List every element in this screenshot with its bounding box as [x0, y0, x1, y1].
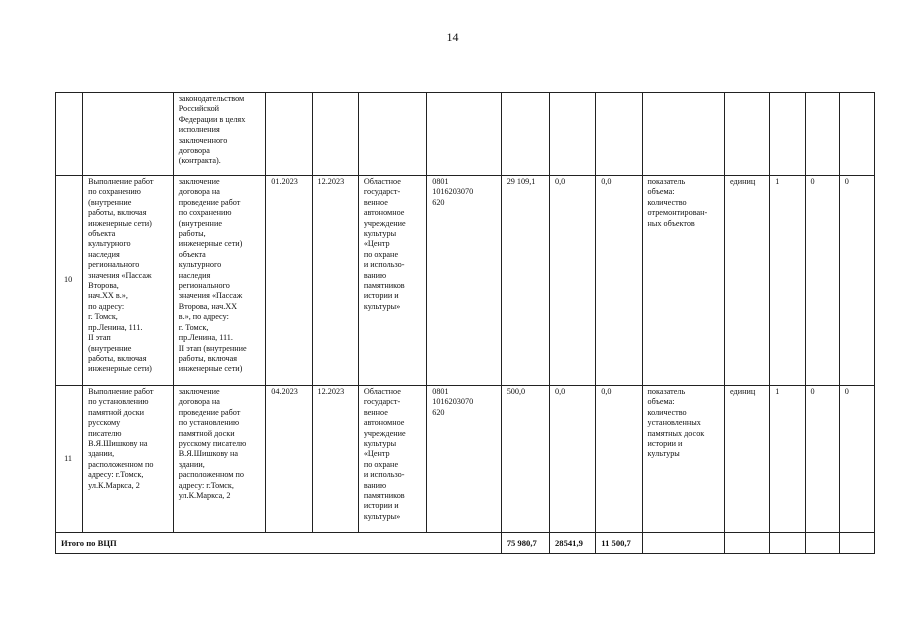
amount-cell	[501, 93, 549, 176]
work-description-cell: Выполнение работ по сохранению (внутренние работы, включая инженерные сети) объекта культурного наследия регионального значения «Пассаж Второва, нач.XX в.», по адресу: г. Томск, пр.Ленина, 111. II этап (внутренние работы, включая инженерные сети)	[83, 176, 174, 386]
value-1-cell	[770, 93, 805, 176]
start-date-cell	[266, 93, 312, 176]
start-date-cell: 01.2023	[266, 176, 312, 386]
work-description-cell	[83, 93, 174, 176]
unit-cell: единиц	[725, 176, 770, 386]
budget-code-cell	[427, 93, 501, 176]
indicator-cell: показатель объема: количество установленных памятных досок истории и культуры	[642, 386, 725, 533]
row-number-cell	[56, 93, 83, 176]
table-row	[56, 176, 875, 386]
amount-3-cell: 0,0	[596, 176, 642, 386]
indicator-cell	[642, 93, 725, 176]
total-amount-2: 28541,9	[549, 533, 595, 554]
value-3-cell	[839, 93, 874, 176]
amount-cell: 500,0	[501, 386, 549, 533]
amount-3-cell	[596, 93, 642, 176]
start-date-cell: 04.2023	[266, 386, 312, 533]
empty-cell	[770, 533, 805, 554]
table-row	[56, 93, 875, 176]
value-2-cell	[805, 93, 839, 176]
unit-cell	[725, 93, 770, 176]
executor-cell: Областное государст- венное автономное учреждение культуры «Центр по охране и использо- ванию памятников истории и культуры»	[358, 386, 426, 533]
row-number-cell: 11	[56, 386, 83, 533]
budget-code-cell: 0801 1016203070 620	[427, 176, 501, 386]
end-date-cell: 12.2023	[312, 386, 358, 533]
empty-cell	[725, 533, 770, 554]
value-2-cell: 0	[805, 386, 839, 533]
empty-cell	[839, 533, 874, 554]
value-3-cell: 0	[839, 386, 874, 533]
value-2-cell: 0	[805, 176, 839, 386]
amount-2-cell: 0,0	[549, 176, 595, 386]
indicator-cell: показатель объема: количество отремонтирован- ных объектов	[642, 176, 725, 386]
page-number: 14	[446, 30, 459, 44]
empty-cell	[805, 533, 839, 554]
total-amount: 75 980,7	[501, 533, 549, 554]
amount-2-cell: 0,0	[549, 386, 595, 533]
empty-cell	[642, 533, 725, 554]
executor-cell: Областное государст- венное автономное учреждение культуры «Центр по охране и использо- ванию памятников истории и культуры»	[358, 176, 426, 386]
table-row	[56, 386, 875, 533]
value-1-cell: 1	[770, 386, 805, 533]
amount-cell: 29 109,1	[501, 176, 549, 386]
reason-cell: законодательством Российской Федерации в целях исполнения заключенного договора (контракта).	[173, 93, 266, 176]
amount-3-cell: 0,0	[596, 386, 642, 533]
program-activities-table	[55, 92, 875, 554]
amount-2-cell	[549, 93, 595, 176]
reason-cell: заключение договора на проведение работ по сохранению (внутренние работы, инженерные сети) объекта культурного наследия регионального значения «Пассаж Второва, нач.XX в.», по адресу: г. Томск, пр.Ленина, 111. II этап (внутренние работы, включая инженерные сети)	[173, 176, 266, 386]
total-amount-3: 11 500,7	[596, 533, 642, 554]
end-date-cell	[312, 93, 358, 176]
value-1-cell: 1	[770, 176, 805, 386]
work-description-cell: Выполнение работ по установлению памятной доски русскому писателю В.Я.Шишкову на здании, расположенном по адресу: г.Томск, ул.К.Маркса, 2	[83, 386, 174, 533]
value-3-cell: 0	[839, 176, 874, 386]
executor-cell	[358, 93, 426, 176]
total-label: Итого по ВЦП	[56, 533, 502, 554]
reason-cell: заключение договора на проведение работ по установлению памятной доски русскому писателю В.Я.Шишкову на здании, расположенном по адресу: г.Томск, ул.К.Маркса, 2	[173, 386, 266, 533]
unit-cell: единиц	[725, 386, 770, 533]
budget-code-cell: 0801 1016203070 620	[427, 386, 501, 533]
end-date-cell: 12.2023	[312, 176, 358, 386]
row-number-cell: 10	[56, 176, 83, 386]
total-row	[56, 533, 875, 554]
